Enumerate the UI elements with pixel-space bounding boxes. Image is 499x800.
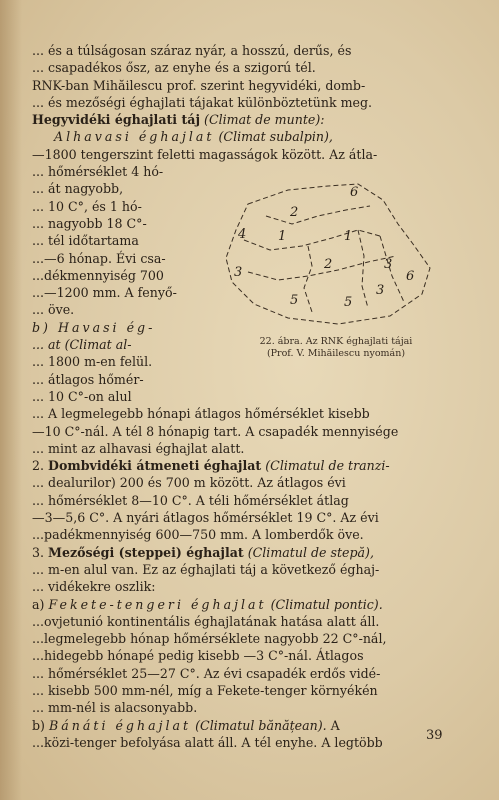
text-line: ... m-en alul van. Ez az éghajlati táj a következő éghaj- [32, 561, 380, 577]
text-line: ... dealurilor) 200 és 700 m között. Az átlagos évi [32, 475, 346, 491]
text-line: ... 1800 m-en felül. [32, 354, 153, 370]
text-line: ... csapadékos ősz, az enyhe és a szigorú tél. [32, 60, 316, 76]
zone-boundary [304, 246, 312, 312]
text-line: ... mm-nél is alacsonyabb. [32, 700, 198, 716]
zone-label: 5 [290, 293, 299, 308]
text-line: ... A legmelegebb hónapi átlagos hőmérséklet kisebb [32, 406, 370, 422]
section3-heading: Mezőségi (steppei) éghajlat [48, 544, 244, 560]
figure-caption: 22. ábra. Az RNK éghajlati tájai [259, 336, 413, 347]
subsection-a-label: a) [32, 596, 45, 612]
text-line: ... mint az alhavasi éghajlat alatt. [32, 440, 245, 456]
zone-label: 3 [384, 257, 393, 272]
text-line: ... 10 C°, és 1 hó- [32, 198, 142, 214]
section2-heading-latin: (Climatul de tranzi- [265, 458, 390, 474]
text-line: ... és a túlságosan száraz nyár, a hosszú, derűs, és [32, 43, 352, 58]
text-line: ...hidegebb hónapé pedig kisebb —3 C°-nál. Átlagos [32, 648, 364, 664]
text-line: —1800 tengerszint feletti magasságok között. Az átla- [32, 146, 378, 162]
text-line: ...padékmennyiség 600—750 mm. A lomberdők öve. [32, 527, 364, 543]
zone-label: 6 [350, 185, 359, 200]
text-line: —3—5,6 C°. A nyári átlagos hőmérséklet 19 C°. Az évi [32, 510, 379, 526]
text-line: ... át nagyobb, [32, 181, 124, 197]
section1-heading-line [32, 111, 462, 128]
text-line: ... hőmérséklet 8—10 C°. A téli hőmérséklet átlag [32, 492, 349, 508]
section1-heading-latin: (Climat de munte): [204, 112, 325, 128]
text-line: ... tél időtartama [32, 233, 139, 249]
text-line: ... és mezőségi éghajlati tájakat különböztetünk meg. [32, 94, 373, 110]
subsection-a-heading: Fekete-tengeri éghajlat [48, 596, 267, 612]
country-outline [226, 184, 430, 324]
page-number: 39 [426, 728, 443, 743]
zone-boundary [358, 230, 368, 308]
text-line: ... vidékekre oszlik: [32, 579, 156, 595]
climate-map-figure [208, 176, 464, 376]
alpine-heading-latin: (Climat subalpin), [218, 129, 333, 145]
zone-label: 6 [406, 269, 415, 284]
text-line: ... hőmérséklet 25—27 C°. Az évi csapadék erdős vidé- [32, 665, 381, 681]
section3-number: 3. [32, 544, 45, 560]
narrow-column [32, 163, 220, 405]
subsection-b-heading-line [32, 717, 462, 734]
text-line: —10 C°-nál. A tél 8 hónapig tart. A csapadék mennyisége [32, 423, 399, 439]
text-line: ...—6 hónap. Évi csa- [32, 250, 166, 266]
zone-label: 3 [234, 265, 243, 280]
subsection-a-heading-line [32, 596, 462, 613]
subsection-b-heading: Bánáti éghajlat [49, 717, 192, 733]
text-line: ... 10 C°-on alul [32, 388, 132, 404]
text-line: ... átlagos hőmér- [32, 371, 144, 387]
text-line: ...közi-tenger befolyása alatt áll. A tél enyhe. A legtöbb [32, 734, 383, 750]
figure-caption-source: (Prof. V. Mihăilescu nyomán) [266, 348, 406, 359]
text-line: ... öve. [32, 302, 75, 318]
text-line: ... at (Climat al- [32, 337, 132, 353]
section3-heading-line [32, 544, 462, 561]
section2-heading: Dombvidéki átmeneti éghajlat [48, 458, 262, 474]
text-line: ... hőmérséklet 4 hó- [32, 164, 164, 180]
zone-label: 5 [344, 295, 353, 310]
subsection-b-tail: A [330, 717, 340, 733]
zone-boundary [266, 206, 370, 224]
alpine-heading: Alhavasi éghajlat [54, 129, 215, 145]
text-line: b) Havasi ég- [32, 319, 156, 335]
zone-label: 1 [344, 229, 353, 244]
text-line: ...legmelegebb hónap hőmérséklete nagyobb 22 C°-nál, [32, 631, 387, 647]
climate-zones-map [208, 176, 464, 336]
zone-label: 3 [376, 283, 385, 298]
text-line: ...—1200 mm. A fenyő- [32, 285, 177, 301]
page-spine-shadow [0, 0, 22, 800]
zone-label: 2 [324, 257, 333, 272]
text-line: RNK-ban Mihăilescu prof. szerint hegyvidéki, domb- [32, 77, 366, 93]
zone-label: 1 [278, 229, 287, 244]
section1-heading: Hegyvidéki éghajlati táj [32, 112, 201, 128]
subsection-a-latin: (Climatul pontic). [270, 596, 383, 612]
subsection-b-latin: (Climatul bănățean). [195, 717, 327, 733]
text-line: ...dékmennyiség 700 [32, 267, 164, 283]
text-line: ...ovjetunió kontinentális éghajlatának hatása alatt áll. [32, 613, 380, 629]
alpine-heading-line [32, 128, 462, 145]
zone-label: 4 [238, 227, 247, 242]
section2-number: 2. [32, 458, 45, 474]
zone-label: 2 [290, 205, 299, 220]
zone-boundary [248, 256, 396, 280]
section2-heading-line [32, 457, 462, 474]
page-text [32, 42, 462, 751]
zone-boundary [244, 230, 380, 250]
section3-heading-latin: (Climatul de stepă), [247, 544, 374, 560]
text-line: ... nagyobb 18 C°- [32, 215, 147, 231]
subsection-b-label: b) [32, 717, 45, 733]
text-line: ... kisebb 500 mm-nél, míg a Fekete-tenger környékén [32, 682, 378, 698]
